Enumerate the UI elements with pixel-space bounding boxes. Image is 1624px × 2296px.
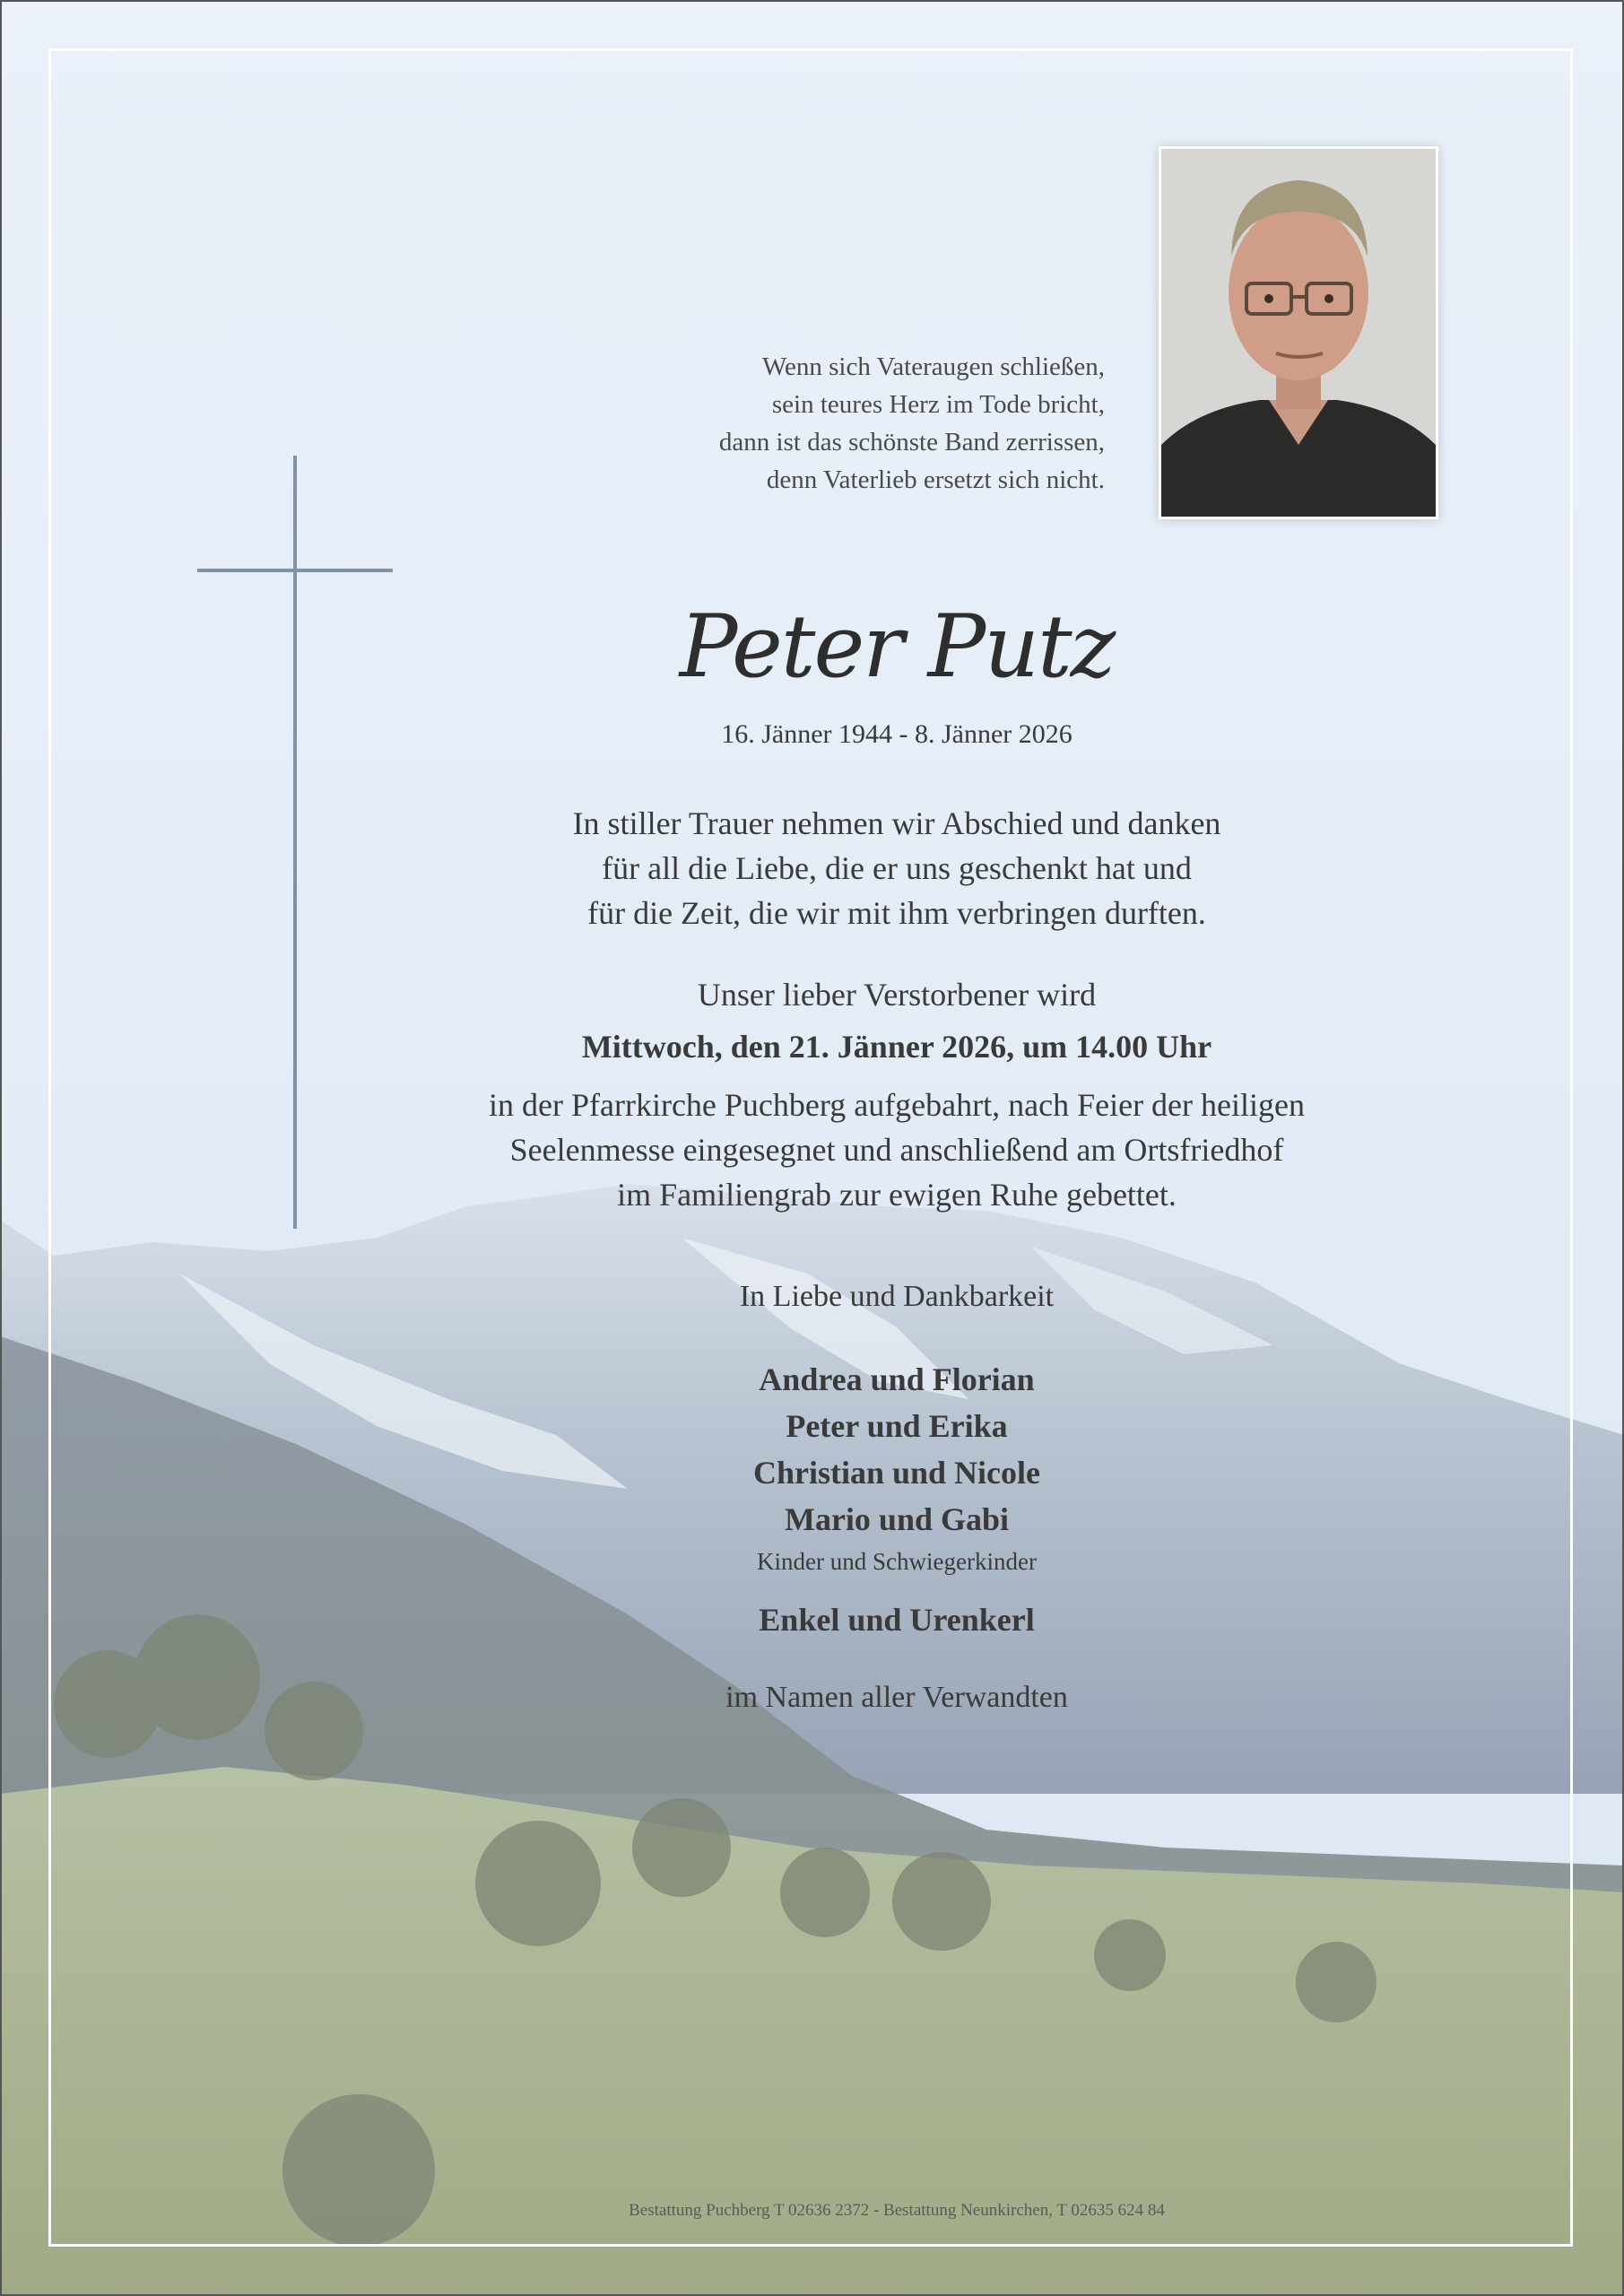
mourning-line: für all die Liebe, die er uns geschenkt hat und: [602, 850, 1192, 886]
mourning-line: für die Zeit, die wir mit ihm verbringen durften.: [587, 895, 1206, 931]
mourners-intro: In Liebe und Dankbarkeit: [739, 1280, 1055, 1313]
funeral-detail-line: in der Pfarrkirche Puchberg aufgebahrt, nach Feier der heiligen: [489, 1087, 1305, 1123]
mourning-line: In stiller Trauer nehmen wir Abschied und danken: [572, 805, 1221, 841]
mourners-couples: [0, 1356, 1624, 1543]
portrait-photo: [1159, 146, 1438, 519]
deceased-name: Peter Putz: [679, 596, 1115, 697]
grandchildren: Enkel und Urenkerl: [759, 1602, 1035, 1638]
mourner-couple: Andrea und Florian: [759, 1361, 1035, 1397]
mourner-couple: Mario und Gabi: [784, 1501, 1010, 1537]
mourning-text: [0, 801, 1624, 935]
funeral-detail-line: im Familiengrab zur ewigen Ruhe gebettet.: [617, 1177, 1177, 1213]
funeral-detail-line: Seelenmesse eingesegnet und anschließend am Ortsfriedhof: [509, 1132, 1284, 1168]
funeral-date: Mittwoch, den 21. Jänner 2026, um 14.00 Uhr: [581, 1029, 1212, 1065]
poem-line: sein teures Herz im Tode bricht,: [771, 390, 1105, 419]
funeral-details: [0, 1083, 1624, 1217]
cross-bar: [197, 569, 393, 572]
mourners-closing: im Namen aller Verwandten: [725, 1681, 1068, 1714]
life-dates: 16. Jänner 1944 - 8. Jänner 2026: [721, 719, 1073, 749]
funeral-home-footer: Bestattung Puchberg T 02636 2372 - Bestattung Neunkirchen, T 02635 624 84: [629, 2201, 1165, 2220]
poem-line: dann ist das schönste Band zerrissen,: [718, 428, 1105, 457]
poem-line: denn Vaterlieb ersetzt sich nicht.: [766, 465, 1105, 494]
poem-line: Wenn sich Vateraugen schließen,: [761, 352, 1105, 381]
poem: [538, 348, 1105, 499]
mourners-note: Kinder und Schwiegerkinder: [757, 1548, 1037, 1575]
mourner-couple: Christian und Nicole: [752, 1455, 1041, 1491]
funeral-intro: Unser lieber Verstorbener wird: [697, 977, 1097, 1013]
mourner-couple: Peter und Erika: [786, 1408, 1008, 1444]
